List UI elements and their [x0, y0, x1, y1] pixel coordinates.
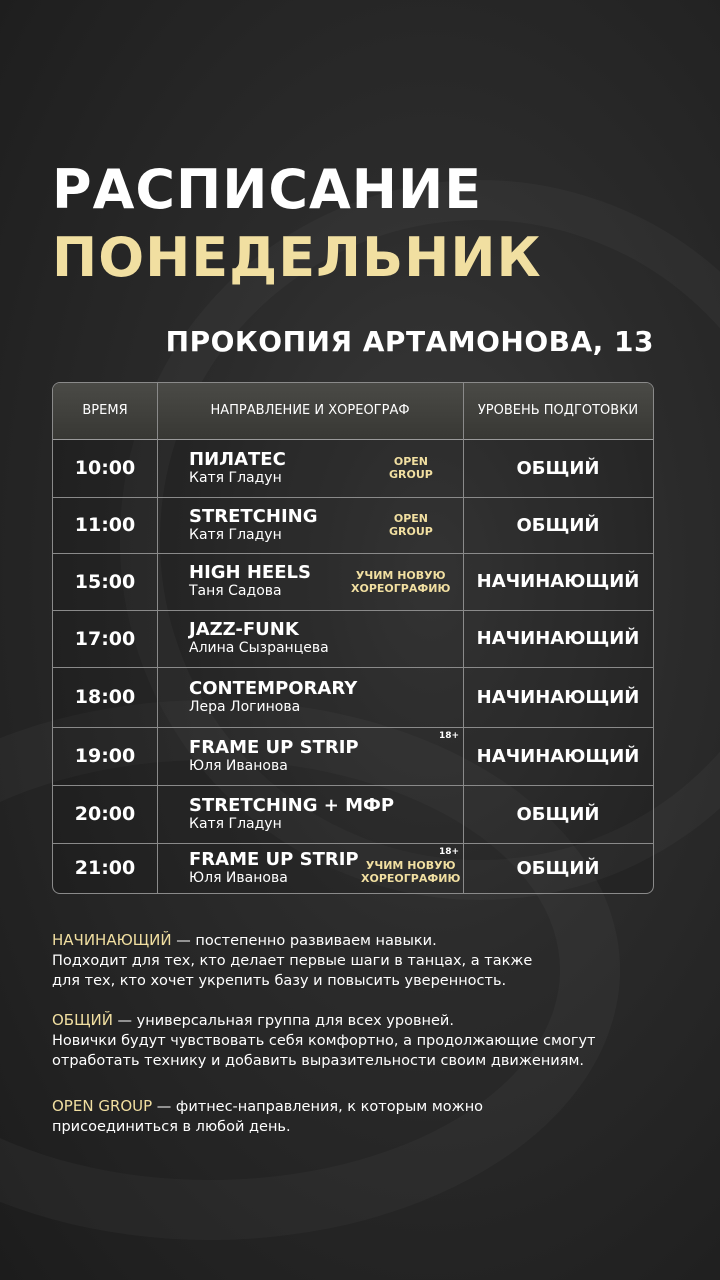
table-row: [53, 610, 653, 668]
legend-description: — постепенно развиваем навыки.: [171, 933, 437, 949]
table-row: [53, 439, 653, 498]
choreographer-name: Лера Логинова: [189, 699, 301, 715]
legend-description-line: Новички будут чувствовать себя комфортно, а продолжающие смогут: [52, 1033, 596, 1049]
header-direction: НАПРАВЛЕНИЕ И ХОРЕОГРАФ: [210, 403, 410, 418]
column-divider: [157, 383, 158, 893]
class-level: ОБЩИЙ: [516, 457, 600, 479]
choreographer-name: Юля Иванова: [189, 758, 288, 774]
legend-first-line: [52, 930, 672, 951]
legend-description-line: отработать технику и добавить выразительности своим движениям.: [52, 1053, 584, 1069]
legend-key: OPEN GROUP: [52, 1097, 153, 1115]
legend-description: — универсальная группа для всех уровней.: [112, 1013, 454, 1029]
class-name: CONTEMPORARY: [189, 678, 358, 699]
choreographer-name: Таня Садова: [189, 583, 282, 599]
table-row: [53, 553, 653, 611]
page-subtitle-day: ПОНЕДЕЛЬНИК: [52, 226, 542, 289]
legend-description-line: присоединиться в любой день.: [52, 1119, 291, 1135]
class-time: 19:00: [74, 745, 136, 767]
legend-key: НАЧИНАЮЩИЙ: [52, 931, 172, 949]
choreographer-name: Катя Гладун: [189, 816, 282, 832]
class-tag-badge: УЧИМ НОВУЮ ХОРЕОГРАФИЮ: [361, 859, 461, 885]
class-level: НАЧИНАЮЩИЙ: [476, 686, 640, 708]
schedule-table: [52, 382, 654, 894]
table-row: [53, 727, 653, 786]
class-time: 17:00: [74, 627, 136, 650]
class-direction: [189, 620, 329, 657]
header-time: ВРЕМЯ: [82, 403, 128, 418]
legend-description-line: для тех, кто хочет укрепить базу и повысить уверенность.: [52, 973, 507, 989]
class-name: ПИЛАТЕС: [189, 449, 286, 470]
class-direction: [189, 850, 359, 887]
choreographer-name: Катя Гладун: [189, 527, 282, 543]
class-name: STRETCHING + МФР: [189, 795, 395, 816]
age-restriction-badge: 18+: [439, 731, 460, 741]
legend-item: [52, 1010, 672, 1071]
legend-item: [52, 930, 672, 991]
table-row: [53, 497, 653, 554]
choreographer-name: Юля Иванова: [189, 870, 288, 886]
class-level: ОБЩИЙ: [516, 857, 600, 879]
class-direction: [189, 507, 318, 544]
class-time: 15:00: [74, 570, 136, 593]
class-direction: [189, 563, 311, 600]
class-name: FRAME UP STRIP: [189, 849, 359, 870]
class-time: 20:00: [74, 803, 136, 825]
class-time: 10:00: [74, 457, 136, 479]
table-row: [53, 785, 653, 844]
class-time: 21:00: [74, 857, 136, 879]
age-restriction-badge: 18+: [439, 847, 460, 857]
choreographer-name: Алина Сызранцева: [189, 640, 329, 656]
column-divider: [463, 383, 464, 893]
class-level: НАЧИНАЮЩИЙ: [476, 628, 640, 649]
class-time: 11:00: [74, 514, 136, 536]
class-tag-badge: УЧИМ НОВУЮ ХОРЕОГРАФИЮ: [351, 569, 451, 595]
table-row: [53, 667, 653, 728]
legend-first-line: [52, 1096, 672, 1117]
class-level: НАЧИНАЮЩИЙ: [476, 571, 640, 592]
class-tag-badge: OPEN GROUP: [389, 512, 433, 538]
legend-key: ОБЩИЙ: [52, 1011, 113, 1029]
header-level: УРОВЕНЬ ПОДГОТОВКИ: [477, 403, 639, 418]
legend-description-line: Подходит для тех, кто делает первые шаги в танцах, а также: [52, 953, 533, 969]
page-title: РАСПИСАНИЕ: [52, 158, 483, 221]
studio-address: ПРОКОПИЯ АРТАМОНОВА, 13: [165, 325, 654, 358]
table-row: [53, 843, 653, 893]
class-time: 18:00: [74, 686, 136, 708]
class-name: JAZZ-FUNK: [189, 619, 299, 640]
table-header: [53, 383, 653, 440]
choreographer-name: Катя Гладун: [189, 470, 282, 486]
class-direction: [189, 679, 357, 716]
class-tag-badge: OPEN GROUP: [389, 455, 433, 481]
legend-description: — фитнес-направления, к которым можно: [152, 1099, 484, 1115]
class-level: ОБЩИЙ: [516, 514, 600, 536]
class-name: STRETCHING: [189, 506, 318, 527]
class-level: НАЧИНАЮЩИЙ: [476, 745, 640, 767]
class-direction: [189, 796, 394, 833]
class-name: HIGH HEELS: [189, 562, 311, 583]
class-level: ОБЩИЙ: [516, 803, 600, 825]
class-direction: [189, 738, 359, 775]
class-name: FRAME UP STRIP: [189, 737, 359, 758]
legend-item: [52, 1096, 672, 1137]
class-direction: [189, 450, 286, 487]
legend-first-line: [52, 1010, 672, 1031]
